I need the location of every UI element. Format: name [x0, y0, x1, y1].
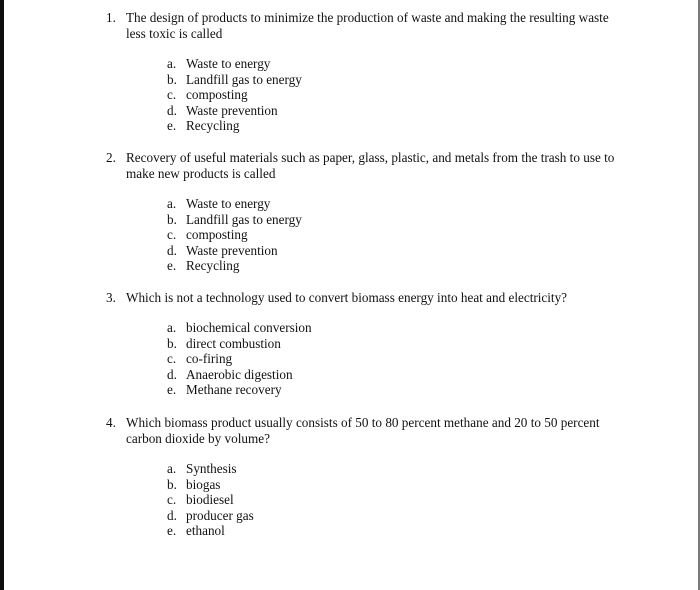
- option-d[interactable]: [167, 508, 626, 524]
- option-text: composting: [186, 87, 248, 103]
- option-letter: b.: [167, 211, 177, 227]
- question-number: 1.: [106, 10, 116, 25]
- option-text: co-firing: [186, 351, 233, 367]
- option-text: Synthesis: [186, 461, 237, 476]
- option-letter: b.: [167, 71, 177, 87]
- question-4: [106, 415, 626, 552]
- left-page-edge: [0, 0, 4, 590]
- question-text: Which biomass product usually consists of 50 to 80 percent methane and 20 to 50 percent carbon dioxide by volume?: [126, 415, 600, 446]
- question-2: [106, 150, 626, 287]
- option-a[interactable]: [167, 461, 626, 477]
- option-text: biogas: [186, 476, 221, 492]
- option-letter: d.: [167, 102, 177, 118]
- option-text: composting: [186, 227, 248, 243]
- option-text: biodiesel: [186, 492, 234, 508]
- option-e[interactable]: [167, 258, 626, 274]
- option-c[interactable]: [167, 351, 626, 367]
- option-letter: e.: [167, 118, 177, 134]
- question-number: 4.: [106, 415, 116, 430]
- option-c[interactable]: [167, 492, 626, 508]
- option-b[interactable]: [167, 72, 626, 88]
- option-letter: a.: [167, 196, 177, 211]
- option-letter: b.: [167, 335, 177, 351]
- option-letter: c.: [167, 351, 177, 367]
- option-e[interactable]: [167, 523, 626, 539]
- option-e[interactable]: [167, 118, 626, 134]
- option-text: Anaerobic digestion: [186, 366, 293, 382]
- option-text: direct combustion: [186, 335, 281, 351]
- option-letter: c.: [167, 87, 177, 103]
- option-a[interactable]: [167, 56, 626, 72]
- option-b[interactable]: [167, 477, 626, 493]
- question-text: Which is not a technology used to convert biomass energy into heat and electricity?: [126, 290, 568, 305]
- option-text: Waste to energy: [186, 56, 271, 71]
- option-text: producer gas: [186, 507, 254, 523]
- option-text: Waste to energy: [186, 196, 271, 211]
- question-1: [106, 10, 626, 147]
- option-letter: e.: [167, 382, 177, 398]
- option-letter: a.: [167, 56, 177, 71]
- option-b[interactable]: [167, 212, 626, 228]
- option-letter: d.: [167, 242, 177, 258]
- option-letter: c.: [167, 227, 177, 243]
- option-letter: d.: [167, 366, 177, 382]
- option-d[interactable]: [167, 103, 626, 119]
- options-list: [167, 196, 626, 274]
- option-letter: a.: [167, 461, 177, 476]
- option-a[interactable]: [167, 320, 626, 336]
- option-c[interactable]: [167, 87, 626, 103]
- option-text: Waste prevention: [186, 102, 278, 118]
- option-text: Methane recovery: [186, 382, 282, 398]
- option-d[interactable]: [167, 243, 626, 259]
- options-list: [167, 461, 626, 539]
- options-list: [167, 320, 626, 398]
- option-b[interactable]: [167, 336, 626, 352]
- option-text: ethanol: [186, 523, 225, 539]
- option-text: Waste prevention: [186, 242, 278, 258]
- option-a[interactable]: [167, 196, 626, 212]
- option-text: Recycling: [186, 258, 240, 274]
- option-letter: c.: [167, 492, 177, 508]
- option-letter: b.: [167, 476, 177, 492]
- question-number: 3.: [106, 290, 116, 305]
- option-text: Landfill gas to energy: [186, 211, 302, 227]
- question-number: 2.: [106, 150, 116, 165]
- question-text: Recovery of useful materials such as paper, glass, plastic, and metals from the trash to use to make new products is called: [126, 150, 615, 181]
- option-letter: e.: [167, 258, 177, 274]
- option-e[interactable]: [167, 382, 626, 398]
- options-list: [167, 56, 626, 134]
- option-letter: d.: [167, 507, 177, 523]
- option-text: Landfill gas to energy: [186, 71, 302, 87]
- option-d[interactable]: [167, 367, 626, 383]
- option-text: Recycling: [186, 118, 240, 134]
- question-3: [106, 290, 626, 411]
- option-c[interactable]: [167, 227, 626, 243]
- option-letter: e.: [167, 523, 177, 539]
- question-text: The design of products to minimize the production of waste and making the resulting waste less toxic is called: [126, 10, 609, 41]
- option-letter: a.: [167, 320, 177, 335]
- option-text: biochemical conversion: [186, 320, 312, 335]
